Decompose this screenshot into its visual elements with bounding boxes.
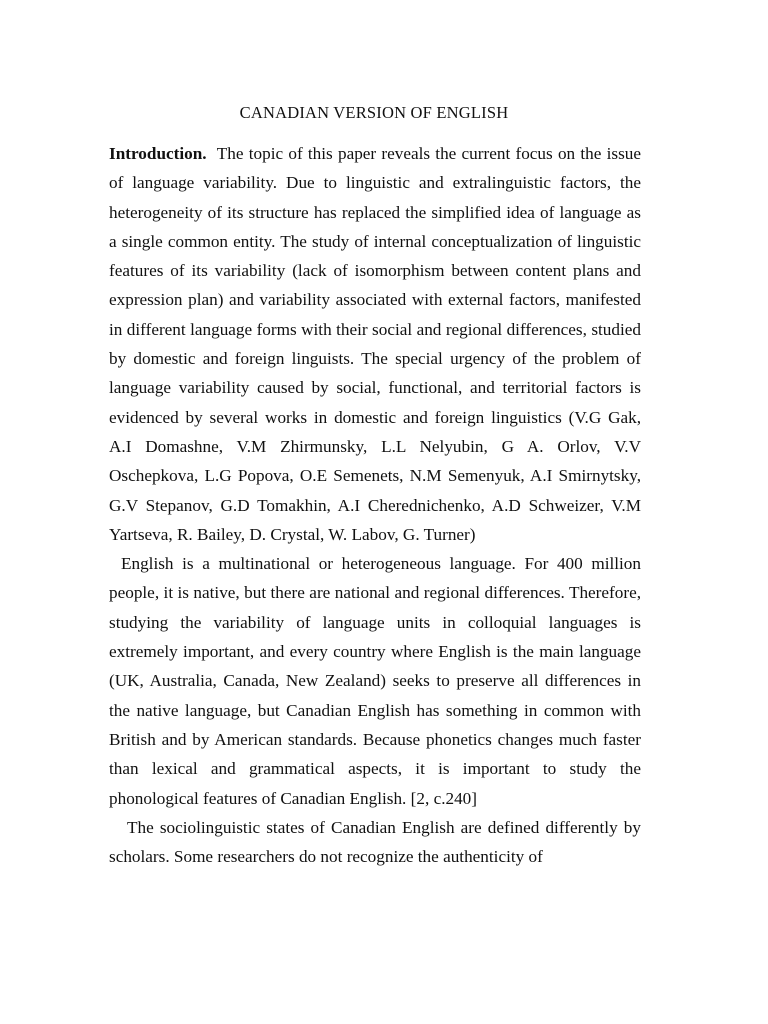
intro-text: The topic of this paper reveals the current focus on the issue of language variability. Due to linguistic and extralinguistic factors, the heterogeneity of its structure has replaced the simplified idea of language as a single common entity. The study of internal conceptualization of linguistic features of its variability (lack of isomorphism between content plans and expression plan) and variability associated with external factors, manifested in different language forms with their social and regional differences, studied by domestic and foreign linguists. The special urgency of the problem of language variability caused by social, functional, and territorial factors is evidenced by several works in domestic and foreign linguistics (V.G Gak, A.I Domashne, V.M Zhirmunsky, L.L Nelyubin, G A. Orlov, V.V Oschepkova, L.G Popova, O.E Semenets, N.M Semenyuk, A.I Smirnytsky, G.V Stepanov, G.D Tomakhin, A.I Cherednichenko, A.D Schweizer, V.M Yartseva, R. Bailey, D. Crystal, W. Labov, G. Turner) [109, 144, 641, 544]
paragraph-3: The sociolinguistic states of Canadian English are defined differently by scholars. Some researchers do not recognize the authenticity of [109, 817, 641, 867]
intro-paragraph [109, 139, 641, 549]
document-body [109, 139, 641, 871]
intro-heading: Introduction. [109, 144, 207, 163]
document-title: CANADIAN VERSION OF ENGLISH [239, 103, 509, 122]
paragraph-2: English is a multinational or heterogeneous language. For 400 million people, it is native, but there are national and regional differences. Therefore, studying the variability of language units in colloquial languages is extremely important, and every country where English is the main language (UK, Australia, Canada, New Zealand) seeks to preserve all differences in the native language, but Canadian English has something in common with British and by American standards. Because phonetics changes much faster than lexical and grammatical aspects, it is important to study the phonological features of Canadian English. [2, c.240] [109, 554, 641, 808]
